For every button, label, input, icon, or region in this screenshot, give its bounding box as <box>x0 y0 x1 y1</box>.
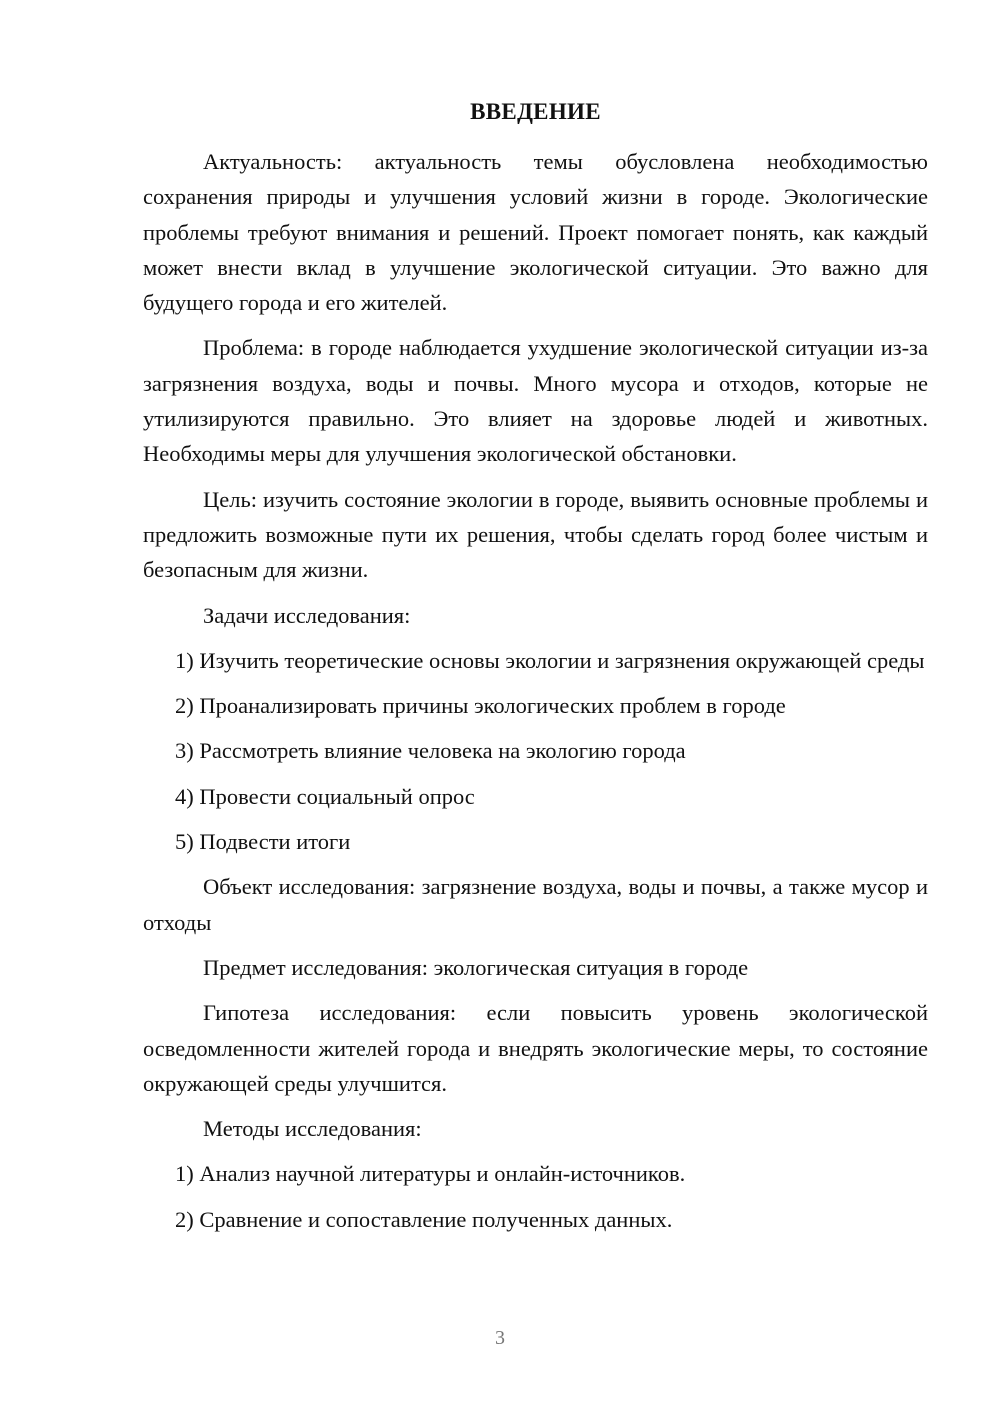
object-paragraph: Объект исследования: загрязнение воздуха, воды и почвы, а также мусор и отходы <box>143 874 928 935</box>
section-title: ВВЕДЕНИЕ <box>470 99 601 124</box>
method-item-1: 1) Анализ научной литературы и онлайн-источников. <box>175 1161 686 1187</box>
task-item-5: 5) Подвести итоги <box>175 829 351 855</box>
task-item-4: 4) Провести социальный опрос <box>175 783 475 809</box>
task-item-3: 3) Рассмотреть влияние человека на экологию города <box>175 738 686 764</box>
relevance-paragraph: Актуальность: актуальность темы обусловлена необходимостью сохранения природы и улучшения условий жизни в городе. Экологические проблемы требуют внимания и решений. Проект помогает понять, как каждый может внести вклад в улучшение экологической ситуации. Это важно для будущего города и его жителей. <box>143 149 928 316</box>
subject-paragraph: Предмет исследования: экологическая ситуация в городе <box>203 954 749 980</box>
document-page <box>143 98 928 1247</box>
problem-paragraph: Проблема: в городе наблюдается ухудшение экологической ситуации из-за загрязнения воздуха, воды и почвы. Много мусора и отходов, которые не утилизируются правильно. Это влияет на здоровье людей и животных. Необходимы меры для улучшения экологической обстановки. <box>143 335 928 467</box>
tasks-heading: Задачи исследования: <box>203 602 411 628</box>
hypothesis-paragraph: Гипотеза исследования: если повысить уровень экологической осведомленности жителей города и внедрять экологические меры, то состояние окружающей среды улучшится. <box>143 1000 928 1096</box>
method-item-2: 2) Сравнение и сопоставление полученных данных. <box>175 1206 673 1232</box>
page-number: 3 <box>495 1327 505 1349</box>
task-item-1: 1) Изучить теоретические основы экологии и загрязнения окружающей среды <box>175 647 925 673</box>
task-item-2: 2) Проанализировать причины экологических проблем в городе <box>175 693 786 719</box>
goal-paragraph: Цель: изучить состояние экологии в городе, выявить основные проблемы и предложить возможные пути их решения, чтобы сделать город более чистым и безопасным для жизни. <box>143 486 928 583</box>
methods-heading: Методы исследования: <box>203 1116 422 1142</box>
